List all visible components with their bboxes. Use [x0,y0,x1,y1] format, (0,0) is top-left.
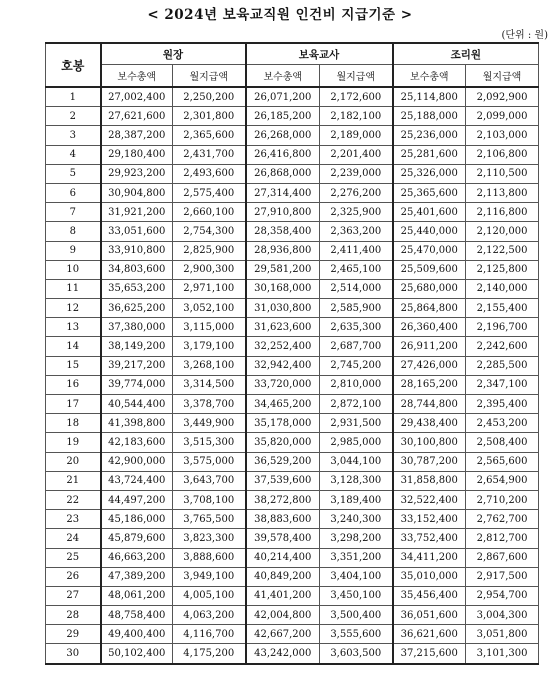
cook-monthly-cell: 2,347,100 [466,375,539,394]
header-grade: 호봉 [46,43,101,87]
table-row [46,567,539,586]
grade-cell: 13 [46,318,101,337]
teacher-annual-cell: 33,720,000 [246,375,320,394]
grade-cell: 24 [46,529,101,548]
grade-cell: 12 [46,299,101,318]
cook-monthly-cell: 3,051,800 [466,625,539,644]
grade-cell: 22 [46,490,101,509]
cook-annual-cell: 37,215,600 [393,644,466,664]
cook-monthly-cell: 2,812,700 [466,529,539,548]
teacher-monthly-cell: 2,514,000 [320,279,393,298]
cook-annual-cell: 36,051,600 [393,606,466,625]
director-annual-cell: 36,625,200 [101,299,173,318]
director-monthly-cell: 4,175,200 [173,644,246,664]
teacher-annual-cell: 42,667,200 [246,625,320,644]
cook-monthly-cell: 2,242,600 [466,337,539,356]
director-monthly-cell: 3,575,000 [173,452,246,471]
teacher-monthly-cell: 2,189,000 [320,126,393,145]
cook-annual-cell: 25,236,000 [393,126,466,145]
director-monthly-cell: 3,314,500 [173,375,246,394]
table-row [46,279,539,298]
director-monthly-cell: 4,116,700 [173,625,246,644]
table-row [46,126,539,145]
teacher-monthly-cell: 3,128,300 [320,471,393,490]
teacher-monthly-cell: 2,325,900 [320,203,393,222]
director-annual-cell: 40,544,400 [101,395,173,414]
director-monthly-cell: 3,643,700 [173,471,246,490]
header-annual-director: 보수총액 [101,65,173,88]
table-row [46,606,539,625]
teacher-monthly-cell: 2,931,500 [320,414,393,433]
director-annual-cell: 35,653,200 [101,279,173,298]
teacher-monthly-cell: 3,189,400 [320,490,393,509]
director-monthly-cell: 3,823,300 [173,529,246,548]
cook-monthly-cell: 2,092,900 [466,87,539,107]
cook-monthly-cell: 2,762,700 [466,510,539,529]
cook-annual-cell: 28,165,200 [393,375,466,394]
teacher-monthly-cell: 3,044,100 [320,452,393,471]
teacher-monthly-cell: 3,298,200 [320,529,393,548]
teacher-annual-cell: 32,942,400 [246,356,320,375]
cook-annual-cell: 26,360,400 [393,318,466,337]
teacher-annual-cell: 35,178,000 [246,414,320,433]
cook-monthly-cell: 2,125,800 [466,260,539,279]
teacher-annual-cell: 40,214,400 [246,548,320,567]
table-row [46,471,539,490]
cook-monthly-cell: 2,285,500 [466,356,539,375]
header-annual-teacher: 보수총액 [246,65,320,88]
teacher-monthly-cell: 2,363,200 [320,222,393,241]
teacher-monthly-cell: 2,687,700 [320,337,393,356]
director-monthly-cell: 2,493,600 [173,164,246,183]
director-monthly-cell: 3,268,100 [173,356,246,375]
cook-monthly-cell: 2,155,400 [466,299,539,318]
director-annual-cell: 39,774,000 [101,375,173,394]
director-monthly-cell: 2,431,700 [173,145,246,164]
teacher-annual-cell: 26,268,000 [246,126,320,145]
cook-monthly-cell: 2,917,500 [466,567,539,586]
grade-cell: 4 [46,145,101,164]
cook-monthly-cell: 2,106,800 [466,145,539,164]
cook-annual-cell: 30,100,800 [393,433,466,452]
teacher-monthly-cell: 2,411,400 [320,241,393,260]
cook-annual-cell: 32,522,400 [393,490,466,509]
cook-monthly-cell: 2,103,000 [466,126,539,145]
teacher-annual-cell: 29,581,200 [246,260,320,279]
director-monthly-cell: 2,301,800 [173,107,246,126]
teacher-annual-cell: 38,883,600 [246,510,320,529]
cook-monthly-cell: 2,110,500 [466,164,539,183]
director-monthly-cell: 2,660,100 [173,203,246,222]
director-annual-cell: 42,183,600 [101,433,173,452]
cook-monthly-cell: 3,004,300 [466,606,539,625]
teacher-monthly-cell: 2,810,000 [320,375,393,394]
table-row [46,164,539,183]
director-annual-cell: 38,149,200 [101,337,173,356]
director-annual-cell: 27,002,400 [101,87,173,107]
teacher-monthly-cell: 3,351,200 [320,548,393,567]
grade-cell: 1 [46,87,101,107]
unit-note: (단위 : 원) [501,30,548,41]
table-row [46,203,539,222]
table-row [46,107,539,126]
header-row-groups [46,43,539,65]
table-row [46,644,539,664]
director-monthly-cell: 3,949,100 [173,567,246,586]
director-monthly-cell: 3,378,700 [173,395,246,414]
director-annual-cell: 31,921,200 [101,203,173,222]
cook-annual-cell: 28,744,800 [393,395,466,414]
grade-cell: 29 [46,625,101,644]
grade-cell: 10 [46,260,101,279]
table-row [46,183,539,202]
grade-cell: 18 [46,414,101,433]
cook-annual-cell: 25,864,800 [393,299,466,318]
teacher-annual-cell: 28,358,400 [246,222,320,241]
director-monthly-cell: 2,250,200 [173,87,246,107]
director-annual-cell: 28,387,200 [101,126,173,145]
director-monthly-cell: 3,179,100 [173,337,246,356]
cook-monthly-cell: 2,140,000 [466,279,539,298]
teacher-annual-cell: 31,623,600 [246,318,320,337]
cook-monthly-cell: 2,654,900 [466,471,539,490]
teacher-monthly-cell: 3,404,100 [320,567,393,586]
cook-annual-cell: 33,152,400 [393,510,466,529]
director-annual-cell: 33,910,800 [101,241,173,260]
director-annual-cell: 47,389,200 [101,567,173,586]
cook-annual-cell: 25,509,600 [393,260,466,279]
cook-monthly-cell: 2,954,700 [466,586,539,605]
teacher-annual-cell: 27,910,800 [246,203,320,222]
grade-cell: 27 [46,586,101,605]
teacher-monthly-cell: 3,450,100 [320,586,393,605]
page-title: < 2024년 보육교직원 인건비 지급기준 > [147,7,413,23]
teacher-annual-cell: 43,242,000 [246,644,320,664]
director-monthly-cell: 2,825,900 [173,241,246,260]
cook-annual-cell: 25,470,000 [393,241,466,260]
director-monthly-cell: 3,708,100 [173,490,246,509]
cook-monthly-cell: 2,710,200 [466,490,539,509]
director-monthly-cell: 3,515,300 [173,433,246,452]
cook-annual-cell: 25,401,600 [393,203,466,222]
table-row [46,414,539,433]
teacher-monthly-cell: 3,555,600 [320,625,393,644]
director-monthly-cell: 2,754,300 [173,222,246,241]
teacher-annual-cell: 42,004,800 [246,606,320,625]
header-monthly-director: 월지급액 [173,65,246,88]
teacher-monthly-cell: 2,585,900 [320,299,393,318]
director-annual-cell: 45,879,600 [101,529,173,548]
director-annual-cell: 34,803,600 [101,260,173,279]
cook-annual-cell: 25,440,000 [393,222,466,241]
teacher-monthly-cell: 3,240,300 [320,510,393,529]
director-monthly-cell: 3,888,600 [173,548,246,567]
teacher-annual-cell: 26,071,200 [246,87,320,107]
teacher-annual-cell: 34,465,200 [246,395,320,414]
director-monthly-cell: 4,005,100 [173,586,246,605]
header-monthly-teacher: 월지급액 [320,65,393,88]
teacher-monthly-cell: 2,239,000 [320,164,393,183]
director-monthly-cell: 4,063,200 [173,606,246,625]
table-row [46,145,539,164]
teacher-annual-cell: 37,539,600 [246,471,320,490]
teacher-monthly-cell: 2,201,400 [320,145,393,164]
table-row [46,318,539,337]
table-row [46,452,539,471]
teacher-annual-cell: 36,529,200 [246,452,320,471]
teacher-monthly-cell: 2,172,600 [320,87,393,107]
director-monthly-cell: 2,365,600 [173,126,246,145]
cook-annual-cell: 25,326,000 [393,164,466,183]
table-row [46,510,539,529]
table-row [46,586,539,605]
teacher-monthly-cell: 2,465,100 [320,260,393,279]
grade-cell: 20 [46,452,101,471]
table-row [46,433,539,452]
teacher-monthly-cell: 3,603,500 [320,644,393,664]
director-annual-cell: 49,400,400 [101,625,173,644]
director-annual-cell: 37,380,000 [101,318,173,337]
table-body [46,87,539,664]
table-row [46,529,539,548]
cook-monthly-cell: 2,395,400 [466,395,539,414]
cook-monthly-cell: 2,196,700 [466,318,539,337]
header-group-teacher: 보육교사 [246,43,393,65]
teacher-monthly-cell: 3,500,400 [320,606,393,625]
grade-cell: 2 [46,107,101,126]
director-monthly-cell: 3,115,000 [173,318,246,337]
table-row [46,299,539,318]
teacher-annual-cell: 41,401,200 [246,586,320,605]
cook-annual-cell: 25,188,000 [393,107,466,126]
cook-annual-cell: 25,281,600 [393,145,466,164]
cook-annual-cell: 29,438,400 [393,414,466,433]
teacher-annual-cell: 40,849,200 [246,567,320,586]
grade-cell: 14 [46,337,101,356]
cook-monthly-cell: 2,120,000 [466,222,539,241]
salary-table [45,42,539,665]
table-row [46,490,539,509]
cook-annual-cell: 35,456,400 [393,586,466,605]
director-monthly-cell: 3,052,100 [173,299,246,318]
grade-cell: 11 [46,279,101,298]
cook-annual-cell: 35,010,000 [393,567,466,586]
cook-monthly-cell: 2,099,000 [466,107,539,126]
director-annual-cell: 41,398,800 [101,414,173,433]
director-monthly-cell: 2,575,400 [173,183,246,202]
cook-annual-cell: 34,411,200 [393,548,466,567]
cook-annual-cell: 30,787,200 [393,452,466,471]
cook-monthly-cell: 2,508,400 [466,433,539,452]
cook-monthly-cell: 2,565,600 [466,452,539,471]
header-group-cook: 조리원 [393,43,539,65]
director-annual-cell: 44,497,200 [101,490,173,509]
cook-annual-cell: 27,426,000 [393,356,466,375]
cook-monthly-cell: 3,101,300 [466,644,539,664]
teacher-annual-cell: 32,252,400 [246,337,320,356]
director-annual-cell: 46,663,200 [101,548,173,567]
director-annual-cell: 27,621,600 [101,107,173,126]
table-row [46,260,539,279]
teacher-annual-cell: 30,168,000 [246,279,320,298]
director-monthly-cell: 3,765,500 [173,510,246,529]
cook-monthly-cell: 2,116,800 [466,203,539,222]
cook-annual-cell: 33,752,400 [393,529,466,548]
grade-cell: 6 [46,183,101,202]
teacher-monthly-cell: 2,635,300 [320,318,393,337]
director-monthly-cell: 2,900,300 [173,260,246,279]
cook-monthly-cell: 2,453,200 [466,414,539,433]
director-annual-cell: 48,758,400 [101,606,173,625]
teacher-annual-cell: 39,578,400 [246,529,320,548]
cook-annual-cell: 25,114,800 [393,87,466,107]
table-row [46,87,539,107]
director-annual-cell: 48,061,200 [101,586,173,605]
grade-cell: 5 [46,164,101,183]
cook-annual-cell: 26,911,200 [393,337,466,356]
teacher-monthly-cell: 2,745,200 [320,356,393,375]
table-row [46,548,539,567]
cook-monthly-cell: 2,113,800 [466,183,539,202]
grade-cell: 9 [46,241,101,260]
cook-monthly-cell: 2,122,500 [466,241,539,260]
grade-cell: 15 [46,356,101,375]
header-row-columns [46,65,539,88]
grade-cell: 25 [46,548,101,567]
grade-cell: 3 [46,126,101,145]
table-row [46,241,539,260]
grade-cell: 8 [46,222,101,241]
header-monthly-cook: 월지급액 [466,65,539,88]
teacher-monthly-cell: 2,276,200 [320,183,393,202]
teacher-annual-cell: 38,272,800 [246,490,320,509]
grade-cell: 7 [46,203,101,222]
table-row [46,395,539,414]
teacher-annual-cell: 26,868,000 [246,164,320,183]
grade-cell: 17 [46,395,101,414]
teacher-monthly-cell: 2,872,100 [320,395,393,414]
teacher-annual-cell: 26,416,800 [246,145,320,164]
director-annual-cell: 45,186,000 [101,510,173,529]
grade-cell: 26 [46,567,101,586]
cook-annual-cell: 25,680,000 [393,279,466,298]
header-annual-cook: 보수총액 [393,65,466,88]
grade-cell: 23 [46,510,101,529]
teacher-annual-cell: 28,936,800 [246,241,320,260]
table-row [46,337,539,356]
grade-cell: 19 [46,433,101,452]
table-row [46,356,539,375]
header-group-director: 원장 [101,43,246,65]
teacher-monthly-cell: 2,985,000 [320,433,393,452]
table-row [46,375,539,394]
director-annual-cell: 29,180,400 [101,145,173,164]
teacher-annual-cell: 31,030,800 [246,299,320,318]
teacher-monthly-cell: 2,182,100 [320,107,393,126]
director-annual-cell: 29,923,200 [101,164,173,183]
director-monthly-cell: 2,971,100 [173,279,246,298]
grade-cell: 21 [46,471,101,490]
teacher-annual-cell: 27,314,400 [246,183,320,202]
cook-annual-cell: 25,365,600 [393,183,466,202]
director-annual-cell: 30,904,800 [101,183,173,202]
grade-cell: 16 [46,375,101,394]
director-annual-cell: 33,051,600 [101,222,173,241]
cook-annual-cell: 36,621,600 [393,625,466,644]
director-annual-cell: 39,217,200 [101,356,173,375]
director-monthly-cell: 3,449,900 [173,414,246,433]
grade-cell: 28 [46,606,101,625]
table-row [46,222,539,241]
grade-cell: 30 [46,644,101,664]
director-annual-cell: 43,724,400 [101,471,173,490]
director-annual-cell: 50,102,400 [101,644,173,664]
cook-monthly-cell: 2,867,600 [466,548,539,567]
table-row [46,625,539,644]
teacher-annual-cell: 26,185,200 [246,107,320,126]
teacher-annual-cell: 35,820,000 [246,433,320,452]
cook-annual-cell: 31,858,800 [393,471,466,490]
director-annual-cell: 42,900,000 [101,452,173,471]
